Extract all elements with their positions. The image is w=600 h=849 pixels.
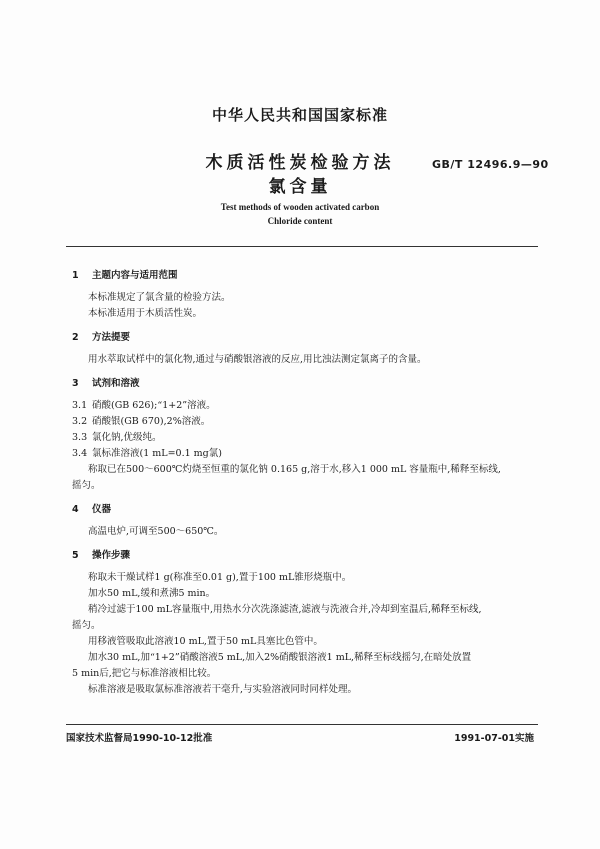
item-number: 3.4 [72, 448, 88, 459]
english-title: Test methods of wooden activated carbon [220, 202, 380, 212]
section-number: 1 [72, 270, 79, 281]
list-item [72, 414, 534, 430]
document-title: 木质活性炭检验方法 [205, 153, 395, 173]
header-divider [66, 246, 538, 247]
list-item [72, 446, 534, 462]
list-item [72, 430, 534, 446]
item-text: 氯标准溶液(1 mL=0.1 mg氯) [92, 448, 222, 459]
paragraph: 高温电炉,可调至500～650℃。 [88, 526, 224, 537]
paragraph: 加水50 mL,缓和煮沸5 min。 [88, 588, 216, 599]
section-number: 4 [72, 504, 79, 515]
section-title: 主题内容与适用范围 [92, 270, 178, 281]
section-heading [72, 502, 534, 518]
footer-divider [66, 724, 538, 725]
paragraph: 用水萃取试样中的氯化物,通过与硝酸银溶液的反应,用比浊法测定氯离子的含量。 [88, 354, 427, 365]
item-number: 3.1 [72, 400, 88, 411]
approval-date: 国家技术监督局1990-10-12批准 [66, 733, 213, 744]
section-number: 5 [72, 550, 79, 561]
paragraph: 标准溶液是吸取氯标准溶液若干毫升,与实验溶液同时同样处理。 [88, 684, 358, 695]
paragraph: 本标准规定了氯含量的检验方法。 [88, 292, 231, 303]
section-title: 试剂和溶液 [92, 378, 140, 389]
item-number: 3.2 [72, 416, 88, 427]
standard-number: GB/T 12496.9—90 [432, 158, 549, 171]
paragraph-line: 称取已在500～600℃灼烧至恒重的氯化钠 0.165 g,溶于水,移入1 000 mL 容量瓶中,稀释至标线, [88, 464, 501, 475]
paragraph: 本标准适用于木质活性炭。 [88, 308, 203, 319]
item-number: 3.3 [72, 432, 88, 443]
paragraph: 用移液管吸取此溶液10 mL,置于50 mL具塞比色管中。 [88, 636, 323, 647]
item-text: 氯化钠,优级纯。 [92, 432, 162, 443]
paragraph-line: 5 min后,把它与标准溶液相比较。 [72, 668, 217, 679]
section-title: 仪器 [92, 504, 112, 515]
paragraph: 称取未干燥试样1 g(称准至0.01 g),置于100 mL锥形烧瓶中。 [88, 572, 352, 583]
paragraph-line: 摇匀。 [72, 620, 101, 631]
paragraph-line: 加水30 mL,加“1+2”硝酸溶液5 mL,加入2%硝酸银溶液1 mL,稀释至标线摇匀,在暗处放置 [88, 652, 472, 663]
paragraph-line: 稍冷过滤于100 mL容量瓶中,用热水分次洗涤滤渣,滤液与洗液合并,冷却到室温后,稀释至标线, [88, 604, 482, 615]
section-number: 3 [72, 378, 79, 389]
section-number: 2 [72, 332, 79, 343]
section-title: 方法提要 [92, 332, 131, 343]
document-body [72, 268, 534, 698]
english-subtitle: Chloride content [267, 216, 333, 226]
item-text: 硝酸(GB 626);“1+2”溶液。 [92, 400, 216, 411]
section-heading [72, 548, 534, 564]
item-text: 硝酸银(GB 670),2%溶液。 [92, 416, 211, 427]
document-subtitle: 氯含量 [268, 177, 332, 197]
national-standard-heading: 中华人民共和国国家标准 [211, 106, 388, 124]
effective-date: 1991-07-01实施 [454, 733, 534, 744]
paragraph-line: 摇匀。 [72, 480, 101, 491]
list-item [72, 398, 534, 414]
section-heading [72, 330, 534, 346]
section-heading [72, 268, 534, 284]
section-heading [72, 376, 534, 392]
section-title: 操作步骤 [92, 550, 131, 561]
